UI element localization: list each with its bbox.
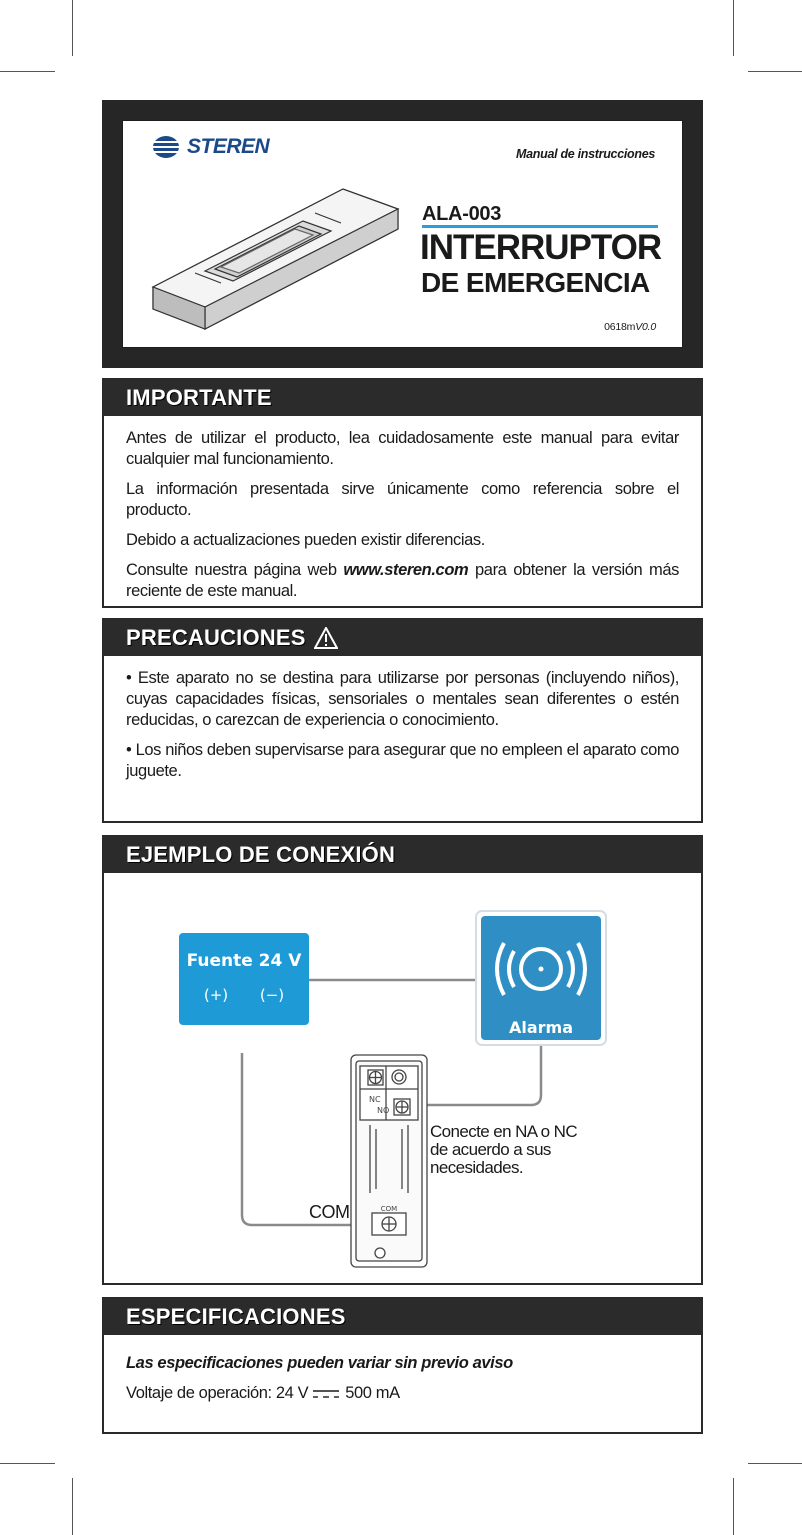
- nc-label: NC: [369, 1095, 381, 1104]
- product-title-line1: INTERRUPTOR: [420, 228, 662, 267]
- connection-diagram: [104, 873, 701, 1285]
- precaution-item: • Los niños deben supervisarse para asegurar que no empleen el aparato como juguete.: [126, 741, 679, 780]
- note-line: necesidades.: [430, 1158, 523, 1177]
- crop-mark: [733, 1478, 734, 1535]
- power-source-block: [179, 933, 309, 1025]
- source-plus: (+): [203, 986, 229, 1004]
- section-heading: [104, 620, 701, 656]
- manual-label: Manual de instrucciones: [516, 147, 655, 161]
- precauciones-heading: PRECAUCIONES: [126, 625, 306, 650]
- no-label: NO: [377, 1106, 390, 1115]
- crop-mark: [748, 71, 802, 72]
- conexion-heading: EJEMPLO DE CONEXIÓN: [126, 842, 396, 867]
- switch-device: [351, 1055, 427, 1267]
- crop-mark: [0, 71, 55, 72]
- conexion-section: [102, 835, 703, 1285]
- source-minus: (−): [259, 986, 285, 1004]
- version-prefix: 0618m: [604, 321, 636, 333]
- warning-icon: [314, 627, 338, 649]
- dc-symbol-icon: [311, 1387, 341, 1401]
- product-title-line2: DE EMERGENCIA: [421, 267, 650, 298]
- section-heading: [104, 1299, 701, 1335]
- importante-paragraph: [126, 560, 679, 602]
- cover-panel: [102, 100, 703, 368]
- product-illustration: [143, 169, 433, 349]
- importante-paragraph: Antes de utilizar el producto, lea cuidadosamente este manual para evitar cualquier mal funcionamiento.: [126, 429, 679, 468]
- importante-paragraph: Debido a actualizaciones pueden existir diferencias.: [126, 531, 485, 549]
- alarm-block: [476, 911, 606, 1045]
- crop-mark: [72, 0, 73, 56]
- website-link[interactable]: www.steren.com: [343, 561, 469, 579]
- steren-logo-icon: [151, 135, 181, 159]
- spec-note: Las especificaciones pueden variar sin previo aviso: [126, 1354, 513, 1372]
- com-label: COM: [309, 1202, 350, 1222]
- especificaciones-body: [104, 1335, 701, 1404]
- note-line: de acuerdo a sus: [430, 1140, 551, 1159]
- crop-mark: [0, 1463, 55, 1464]
- note-line: Conecte en NA o NC: [430, 1122, 578, 1141]
- crop-mark: [72, 1478, 73, 1535]
- precauciones-body: [104, 656, 701, 782]
- brand-name: STEREN: [187, 135, 270, 158]
- com-small-label: COM: [380, 1205, 398, 1213]
- current-value: 500 mA: [345, 1384, 400, 1402]
- section-heading: [104, 380, 701, 416]
- cover-inner: [122, 120, 683, 348]
- section-heading: [104, 837, 701, 873]
- spec-voltage: [126, 1383, 679, 1404]
- version-code: [604, 321, 656, 333]
- voltage-label: Voltaje de operación: 24 V: [126, 1384, 309, 1402]
- model-number: ALA-003: [422, 203, 502, 225]
- version-suffix: V0.0: [635, 321, 656, 333]
- crop-mark: [748, 1463, 802, 1464]
- especificaciones-section: [102, 1297, 703, 1434]
- precaution-item: • Este aparato no se destina para utilizarse por personas (incluyendo niños), cuyas capacidades físicas, sensoriales o mentales sean diferentes o estén reducidas, o carezcan de experiencia o conocimiento.: [126, 669, 679, 729]
- precauciones-section: [102, 618, 703, 823]
- brand-logo: [151, 135, 269, 159]
- source-label: Fuente 24 V: [186, 951, 302, 971]
- importante-heading: IMPORTANTE: [126, 385, 272, 410]
- importante-paragraph: La información presentada sirve únicamente como referencia sobre el producto.: [126, 480, 679, 519]
- text-segment: para obtener la versión más reciente de este manual.: [126, 561, 679, 600]
- especificaciones-heading: ESPECIFICACIONES: [126, 1304, 346, 1329]
- importante-section: [102, 378, 703, 608]
- crop-mark: [733, 0, 734, 56]
- importante-body: [104, 416, 701, 602]
- text-segment: Consulte nuestra página web: [126, 561, 344, 579]
- alarm-label: Alarma: [508, 1018, 574, 1037]
